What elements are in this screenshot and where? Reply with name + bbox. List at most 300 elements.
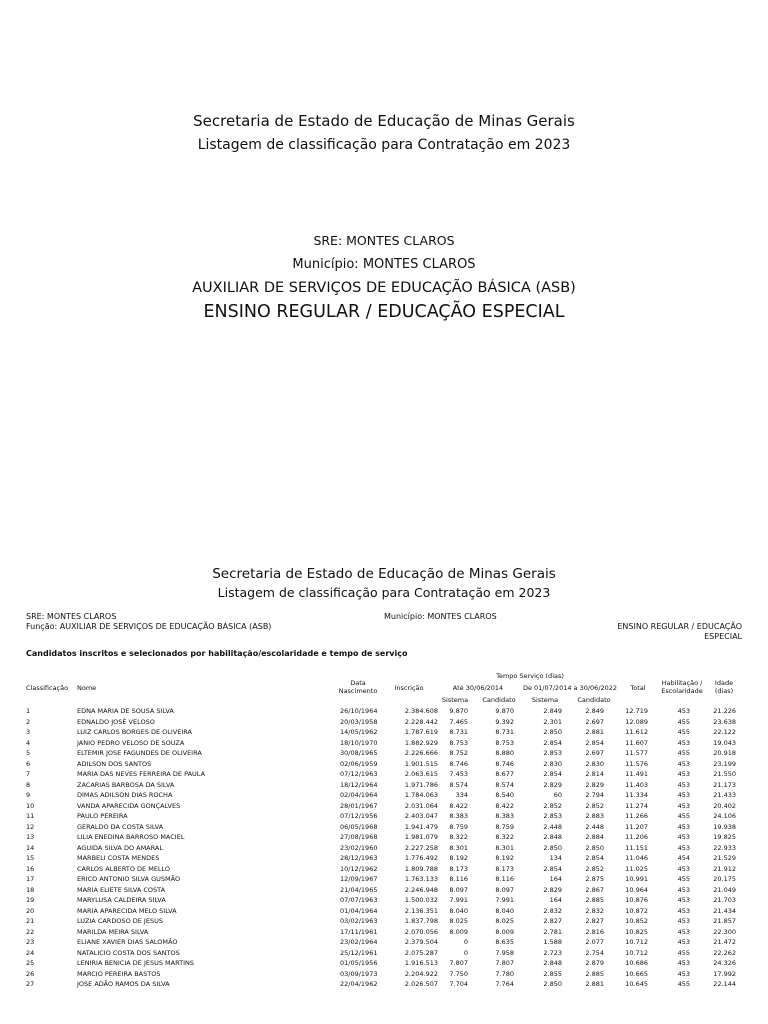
cell-sistema-ate: 8.422 <box>449 801 468 810</box>
cell-classificacao: 25 <box>26 959 35 967</box>
cell-candidato-de: 2.816 <box>585 927 604 936</box>
cell-candidato-ate: 8.116 <box>495 875 514 883</box>
cell-classificacao: 11 <box>26 812 35 820</box>
cell-idade: 22.262 <box>713 948 736 957</box>
cell-candidato-de: 2.830 <box>585 759 604 768</box>
cell-data-nascimento: 21/04/1965 <box>340 885 378 894</box>
table-row <box>0 706 768 717</box>
table-row <box>0 801 768 812</box>
cell-data-nascimento: 25/12/1961 <box>340 948 378 957</box>
cell-nome: MARILDA MEIRA SILVA <box>77 927 149 936</box>
cell-classificacao: 19 <box>26 896 35 904</box>
table-row <box>0 979 768 990</box>
cell-sistema-de: 2.849 <box>543 707 562 715</box>
cell-total: 11.025 <box>625 864 648 873</box>
cell-total: 10.852 <box>625 917 648 925</box>
cell-habilitacao: 453 <box>677 770 690 778</box>
cell-classificacao: 21 <box>26 917 35 925</box>
cell-total: 11.491 <box>625 770 648 778</box>
cell-total: 11.577 <box>625 749 648 757</box>
cell-data-nascimento: 01/04/1964 <box>340 906 378 915</box>
table-row <box>0 864 768 875</box>
table-row <box>0 790 768 801</box>
cell-inscricao: 1.916.513 <box>404 959 438 967</box>
cell-habilitacao: 453 <box>677 885 690 894</box>
cell-sistema-de: 164 <box>549 875 562 883</box>
cell-idade: 19.043 <box>713 738 736 747</box>
cell-idade: 21.433 <box>713 791 736 799</box>
cell-candidato-de: 2.884 <box>585 833 604 841</box>
cell-classificacao: 16 <box>26 864 35 873</box>
cell-classificacao: 22 <box>26 927 35 936</box>
cell-nome: JANIO PEDRO VELOSO DE SOUZA <box>77 738 185 747</box>
cell-sistema-de: 164 <box>549 896 562 904</box>
cell-candidato-de: 2.448 <box>585 822 604 831</box>
cell-candidato-ate: 8.173 <box>495 864 514 873</box>
table-row <box>0 927 768 938</box>
cell-candidato-ate: 8.635 <box>495 938 514 946</box>
cell-nome: DIMAS ADILSON DIAS ROCHA <box>77 791 173 799</box>
cell-sistema-ate: 8.322 <box>449 833 468 841</box>
cell-habilitacao: 453 <box>677 896 690 904</box>
cell-sistema-ate: 0 <box>463 948 468 957</box>
cell-classificacao: 26 <box>26 969 35 978</box>
cell-nome: LENIRIA BENICIA DE JESUS MARTINS <box>77 959 195 967</box>
table-row <box>0 885 768 896</box>
cell-classificacao: 5 <box>26 749 31 757</box>
cell-idade: 19.825 <box>713 833 736 841</box>
header-sistema-1: Sistema <box>441 696 469 704</box>
cell-data-nascimento: 22/04/1962 <box>340 980 378 988</box>
cell-candidato-de: 2.852 <box>585 864 604 873</box>
cell-data-nascimento: 02/04/1964 <box>340 791 378 799</box>
cell-candidato-ate: 8.574 <box>495 780 514 789</box>
cell-data-nascimento: 03/09/1973 <box>340 969 378 978</box>
cell-sistema-de: 2.852 <box>543 801 562 810</box>
cell-sistema-ate: 7.704 <box>449 980 468 988</box>
cell-nome: PAULO PEREIRA <box>77 812 128 820</box>
cell-inscricao: 2.379.504 <box>404 938 438 946</box>
cell-classificacao: 7 <box>26 770 31 778</box>
cell-data-nascimento: 23/02/1960 <box>340 843 378 852</box>
cell-nome: LILIA ENEDINA BARROSO MACIEL <box>77 833 185 841</box>
cell-nome: CARLOS ALBERTO DE MELLO <box>77 864 171 873</box>
cell-classificacao: 4 <box>26 738 31 747</box>
cell-candidato-ate: 8.759 <box>495 822 514 831</box>
header-ate: Até 30/06/2014 <box>452 684 504 692</box>
cell-idade: 23.199 <box>713 759 736 768</box>
cell-sistema-ate: 0 <box>463 938 468 946</box>
cell-total: 10.645 <box>625 980 648 988</box>
cell-sistema-ate: 8.301 <box>449 843 468 852</box>
table-row <box>0 738 768 749</box>
cell-data-nascimento: 27/08/1968 <box>340 833 378 841</box>
cell-candidato-ate: 9.392 <box>495 717 514 726</box>
cell-total: 10.876 <box>625 896 648 904</box>
cell-idade: 17.992 <box>713 969 736 978</box>
cell-sistema-de: 2.830 <box>543 759 562 768</box>
table-row <box>0 853 768 864</box>
table-row <box>0 916 768 927</box>
cell-sistema-de: 2.853 <box>543 749 562 757</box>
cell-sistema-ate: 8.383 <box>449 812 468 820</box>
listing-title: Secretaria de Estado de Educação de Minas Gerais <box>212 566 556 582</box>
cell-candidato-de: 2.829 <box>585 780 604 789</box>
cell-inscricao: 1.882.929 <box>404 738 438 747</box>
cell-candidato-de: 2.814 <box>585 770 604 778</box>
cell-idade: 22.933 <box>713 843 736 852</box>
header-candidato-1: Candidato <box>482 696 516 704</box>
cell-idade: 21.529 <box>713 854 736 862</box>
cell-candidato-de: 2.854 <box>585 854 604 862</box>
cell-candidato-de: 2.852 <box>585 801 604 810</box>
cell-classificacao: 3 <box>26 728 31 736</box>
cell-candidato-ate: 8.192 <box>495 854 514 862</box>
listing-subtitle: Listagem de classificação para Contratação em 2023 <box>217 585 551 600</box>
cell-nome: GERALDO DA COSTA SILVA <box>77 822 164 831</box>
cell-data-nascimento: 17/11/1961 <box>340 927 378 936</box>
cell-habilitacao: 455 <box>677 728 690 736</box>
cell-total: 10.872 <box>625 906 648 915</box>
cell-inscricao: 1.787.619 <box>404 728 438 736</box>
cell-sistema-de: 2.853 <box>543 812 562 820</box>
cell-inscricao: 1.776.492 <box>404 854 438 862</box>
cell-habilitacao: 453 <box>677 938 690 946</box>
cell-sistema-ate: 8.752 <box>449 749 468 757</box>
cell-candidato-ate: 8.422 <box>495 801 514 810</box>
cell-total: 12.089 <box>625 717 648 726</box>
listing-municipio: Município: MONTES CLAROS <box>384 612 497 621</box>
cell-idade: 21.550 <box>713 770 736 778</box>
cell-sistema-de: 2.850 <box>543 980 562 988</box>
cell-total: 11.607 <box>625 738 648 747</box>
cell-data-nascimento: 30/08/1965 <box>340 749 378 757</box>
header-habilitacao: Habilitação / Escolaridade <box>661 679 703 695</box>
cell-inscricao: 2.136.351 <box>404 906 438 915</box>
cell-data-nascimento: 07/12/1956 <box>340 812 378 820</box>
cell-nome: MARBELI COSTA MENDES <box>77 854 160 862</box>
cell-classificacao: 14 <box>26 843 35 852</box>
cell-classificacao: 24 <box>26 948 35 957</box>
cell-habilitacao: 453 <box>677 843 690 852</box>
cell-habilitacao: 453 <box>677 927 690 936</box>
cell-habilitacao: 453 <box>677 959 690 967</box>
header-total: Total <box>630 684 646 692</box>
table-row <box>0 717 768 728</box>
cell-idade: 22.122 <box>713 728 736 736</box>
cell-sistema-ate: 8.009 <box>449 927 468 936</box>
cell-inscricao: 2.228.442 <box>404 717 438 726</box>
table-row <box>0 874 768 885</box>
cell-habilitacao: 453 <box>677 707 690 715</box>
table-row <box>0 748 768 759</box>
cell-total: 11.334 <box>625 791 648 799</box>
cell-nome: ELIANE XAVIER DIAS SALOMÃO <box>77 938 178 946</box>
cell-total: 10.712 <box>625 938 648 946</box>
cell-data-nascimento: 12/09/1967 <box>340 875 378 883</box>
cell-sistema-ate: 8.173 <box>449 864 468 873</box>
cell-habilitacao: 453 <box>677 906 690 915</box>
cell-candidato-de: 2.697 <box>585 749 604 757</box>
header-sistema-2: Sistema <box>531 696 559 704</box>
cell-nome: ERICO ANTONIO SILVA GUSMÃO <box>77 875 181 883</box>
cell-classificacao: 2 <box>26 717 31 726</box>
cell-habilitacao: 455 <box>677 948 690 957</box>
cover-municipio: Município: MONTES CLAROS <box>292 257 476 272</box>
cell-idade: 22.300 <box>713 927 736 936</box>
cell-inscricao: 1.971.786 <box>404 780 438 789</box>
cell-data-nascimento: 06/05/1968 <box>340 822 378 831</box>
cell-idade: 21.049 <box>713 885 736 894</box>
cell-inscricao: 1.901.515 <box>404 759 438 768</box>
table-row <box>0 822 768 833</box>
cell-total: 11.274 <box>625 801 648 810</box>
cell-candidato-ate: 8.677 <box>495 770 514 778</box>
cell-sistema-de: 134 <box>549 854 562 862</box>
cell-candidato-ate: 8.301 <box>495 843 514 852</box>
cover-funcao: AUXILIAR DE SERVIÇOS DE EDUCAÇÃO BÁSICA (ASB) <box>192 280 576 296</box>
cell-sistema-ate: 8.192 <box>449 854 468 862</box>
cell-total: 10.665 <box>625 969 648 978</box>
cell-sistema-ate: 8.116 <box>449 875 468 883</box>
cell-total: 10.964 <box>625 885 648 894</box>
cell-data-nascimento: 14/05/1962 <box>340 728 378 736</box>
cell-candidato-ate: 7.807 <box>495 959 514 967</box>
table-row <box>0 769 768 780</box>
listing-funcao: Função: AUXILIAR DE SERVIÇOS DE EDUCAÇÃO BÁSICA (ASB) <box>26 622 272 631</box>
cell-nome: JOSE ADÃO RAMOS DA SILVA <box>77 980 170 988</box>
cell-idade: 22.144 <box>713 980 736 988</box>
cell-sistema-de: 60 <box>553 791 562 799</box>
cell-candidato-ate: 8.880 <box>495 749 514 757</box>
cell-idade: 21.472 <box>713 938 736 946</box>
cell-inscricao: 2.384.608 <box>404 707 438 715</box>
cell-habilitacao: 453 <box>677 791 690 799</box>
cell-inscricao: 2.075.287 <box>404 948 438 957</box>
cell-data-nascimento: 07/12/1963 <box>340 770 378 778</box>
table-row <box>0 937 768 948</box>
cell-habilitacao: 453 <box>677 864 690 873</box>
cell-classificacao: 9 <box>26 791 31 799</box>
cell-nome: LUZIA CARDOSO DE JESUS <box>77 917 163 925</box>
cell-candidato-ate: 7.764 <box>495 980 514 988</box>
cell-sistema-ate: 8.731 <box>449 728 468 736</box>
cell-habilitacao: 453 <box>677 801 690 810</box>
cell-data-nascimento: 02/06/1959 <box>340 759 378 768</box>
cell-candidato-ate: 8.383 <box>495 812 514 820</box>
cell-candidato-de: 2.879 <box>585 959 604 967</box>
cell-sistema-ate: 8.746 <box>449 759 468 768</box>
cell-sistema-ate: 8.025 <box>449 917 468 925</box>
cell-habilitacao: 453 <box>677 822 690 831</box>
cell-inscricao: 1.941.479 <box>404 822 438 831</box>
cell-idade: 21.912 <box>713 864 736 873</box>
cell-classificacao: 8 <box>26 780 31 789</box>
cell-idade: 20.402 <box>713 801 736 810</box>
cell-candidato-de: 2.827 <box>585 917 604 925</box>
header-inscricao: Inscrição <box>394 684 424 692</box>
cell-habilitacao: 455 <box>677 749 690 757</box>
section-heading: Candidatos inscritos e selecionados por habilitação/escolaridade e tempo de serviço <box>26 649 408 658</box>
cell-sistema-de: 2.850 <box>543 843 562 852</box>
cell-sistema-de: 2.854 <box>543 864 562 873</box>
cell-total: 11.266 <box>625 812 648 820</box>
cell-inscricao: 1.837.798 <box>404 917 438 925</box>
cell-total: 12.719 <box>625 707 648 715</box>
cell-nome: MARCIO PEREIRA BASTOS <box>77 969 161 978</box>
cell-inscricao: 2.031.064 <box>404 801 438 810</box>
cell-total: 11.403 <box>625 780 648 789</box>
cover-ensino: ENSINO REGULAR / EDUCAÇÃO ESPECIAL <box>203 302 565 322</box>
cell-classificacao: 1 <box>26 707 31 715</box>
cell-total: 10.825 <box>625 927 648 936</box>
cell-total: 10.991 <box>625 875 648 883</box>
cell-sistema-ate: 8.097 <box>449 885 468 894</box>
cell-sistema-de: 2.301 <box>543 717 562 726</box>
cell-idade: 21.703 <box>713 896 736 904</box>
cell-inscricao: 2.204.922 <box>404 969 438 978</box>
header-data-nascimento: Data Nascimento <box>338 679 378 695</box>
cell-nome: MARIA DAS NEVES FERREIRA DE PAULA <box>77 770 206 778</box>
cell-habilitacao: 453 <box>677 969 690 978</box>
cell-sistema-de: 2.829 <box>543 780 562 789</box>
table-row <box>0 811 768 822</box>
cell-data-nascimento: 28/12/1963 <box>340 854 378 862</box>
cell-inscricao: 1.784.063 <box>404 791 438 799</box>
cell-candidato-ate: 8.540 <box>495 791 514 799</box>
cell-sistema-ate: 7.991 <box>449 896 468 904</box>
cover-sre: SRE: MONTES CLAROS <box>313 233 455 248</box>
cell-classificacao: 27 <box>26 980 35 988</box>
cell-habilitacao: 455 <box>677 875 690 883</box>
cell-classificacao: 10 <box>26 801 35 810</box>
cell-idade: 20.175 <box>713 875 736 883</box>
cell-idade: 20.918 <box>713 749 736 757</box>
table-row <box>0 895 768 906</box>
cell-nome: MARIA ELIETE SILVA COSTA <box>77 885 166 894</box>
cell-inscricao: 2.226.666 <box>404 749 438 757</box>
cell-sistema-ate: 8.040 <box>449 906 468 915</box>
cell-habilitacao: 455 <box>677 717 690 726</box>
cell-nome: ELTEMIR JOSE FAGUNDES DE OLIVEIRA <box>77 749 202 757</box>
cell-total: 11.576 <box>625 759 648 768</box>
cell-sistema-de: 2.832 <box>543 906 562 915</box>
cell-candidato-ate: 9.870 <box>495 707 514 715</box>
cell-total: 11.206 <box>625 833 648 841</box>
cell-candidato-ate: 8.731 <box>495 728 514 736</box>
cell-nome: MARYLUSA CALDEIRA SILVA <box>77 896 166 904</box>
cell-sistema-ate: 8.759 <box>449 822 468 831</box>
cell-candidato-de: 2.885 <box>585 896 604 904</box>
cell-data-nascimento: 01/05/1956 <box>340 959 378 967</box>
cell-candidato-ate: 8.025 <box>495 917 514 925</box>
cell-idade: 24.326 <box>713 959 736 967</box>
cell-sistema-de: 2.854 <box>543 738 562 747</box>
cell-candidato-ate: 8.040 <box>495 906 514 915</box>
cell-habilitacao: 455 <box>677 980 690 988</box>
cover-title: Secretaria de Estado de Educação de Minas Gerais <box>193 112 575 130</box>
cell-sistema-ate: 334 <box>455 791 468 799</box>
cell-data-nascimento: 26/10/1964 <box>340 707 378 715</box>
table-row <box>0 780 768 791</box>
table-row <box>0 843 768 854</box>
cell-candidato-ate: 8.097 <box>495 885 514 894</box>
listing-ensino: ENSINO REGULAR / EDUCAÇÃO ESPECIAL <box>617 622 742 641</box>
cell-total: 10.686 <box>625 959 648 967</box>
table-row <box>0 906 768 917</box>
table-row <box>0 948 768 959</box>
cell-candidato-ate: 8.746 <box>495 759 514 768</box>
cell-habilitacao: 453 <box>677 738 690 747</box>
cell-classificacao: 17 <box>26 875 35 883</box>
cell-nome: AGUIDA SILVA DO AMARAL <box>77 843 163 852</box>
cell-classificacao: 12 <box>26 822 35 831</box>
header-nome: Nome <box>77 684 97 692</box>
cell-idade: 21.857 <box>713 917 736 925</box>
cell-nome: ZACARIAS BARBOSA DA SILVA <box>77 780 175 789</box>
cell-candidato-de: 2.077 <box>585 938 604 946</box>
cell-data-nascimento: 18/12/1964 <box>340 780 378 789</box>
cell-data-nascimento: 03/02/1963 <box>340 917 378 925</box>
cell-candidato-de: 2.754 <box>585 948 604 957</box>
cell-habilitacao: 453 <box>677 759 690 768</box>
cell-habilitacao: 455 <box>677 812 690 820</box>
cell-sistema-de: 2.850 <box>543 728 562 736</box>
cell-total: 11.046 <box>625 854 648 862</box>
cell-sistema-ate: 8.574 <box>449 780 468 789</box>
cell-sistema-de: 1.588 <box>543 938 562 946</box>
cell-data-nascimento: 20/03/1958 <box>340 717 378 726</box>
cell-data-nascimento: 10/12/1962 <box>340 864 378 873</box>
cell-habilitacao: 453 <box>677 780 690 789</box>
header-de: De 01/07/2014 a 30/06/2022 <box>522 684 618 692</box>
cell-candidato-de: 2.867 <box>585 885 604 894</box>
cell-classificacao: 15 <box>26 854 35 862</box>
cell-idade: 21.434 <box>713 906 736 915</box>
cell-classificacao: 23 <box>26 938 35 946</box>
cell-candidato-de: 2.881 <box>585 980 604 988</box>
cell-candidato-ate: 7.780 <box>495 969 514 978</box>
listing-sre: SRE: MONTES CLAROS <box>26 612 117 621</box>
cell-candidato-ate: 7.991 <box>495 896 514 904</box>
cell-nome: VANDA APARECIDA GONÇALVES <box>77 801 181 810</box>
cell-inscricao: 1.809.788 <box>404 864 438 873</box>
cell-inscricao: 1.981.079 <box>404 833 438 841</box>
cell-sistema-de: 2.723 <box>543 948 562 957</box>
cell-candidato-ate: 8.009 <box>495 927 514 936</box>
cell-sistema-de: 2.848 <box>543 833 562 841</box>
cell-candidato-de: 2.697 <box>585 717 604 726</box>
cell-habilitacao: 454 <box>677 854 690 862</box>
cell-nome: LUIZ CARLOS BORGES DE OLIVEIRA <box>77 728 193 736</box>
cell-sistema-ate: 8.753 <box>449 738 468 747</box>
cell-sistema-ate: 7.807 <box>449 959 468 967</box>
cell-candidato-de: 2.850 <box>585 843 604 852</box>
cell-idade: 24.106 <box>713 812 736 820</box>
cell-nome: NATALICIO COSTA DOS SANTOS <box>77 948 180 957</box>
cell-inscricao: 1.500.032 <box>404 896 438 904</box>
cell-classificacao: 20 <box>26 906 35 915</box>
cell-idade: 21.173 <box>713 780 736 789</box>
cell-inscricao: 2.026.507 <box>404 980 438 988</box>
cell-idade: 23.638 <box>713 717 736 726</box>
cell-candidato-ate: 8.753 <box>495 738 514 747</box>
cell-candidato-de: 2.794 <box>585 791 604 799</box>
cell-data-nascimento: 07/07/1963 <box>340 896 378 904</box>
header-classificacao: Classificação <box>26 684 69 692</box>
cell-sistema-ate: 9.870 <box>449 707 468 715</box>
cell-nome: MARIA APARECIDA MELO SILVA <box>77 906 177 915</box>
